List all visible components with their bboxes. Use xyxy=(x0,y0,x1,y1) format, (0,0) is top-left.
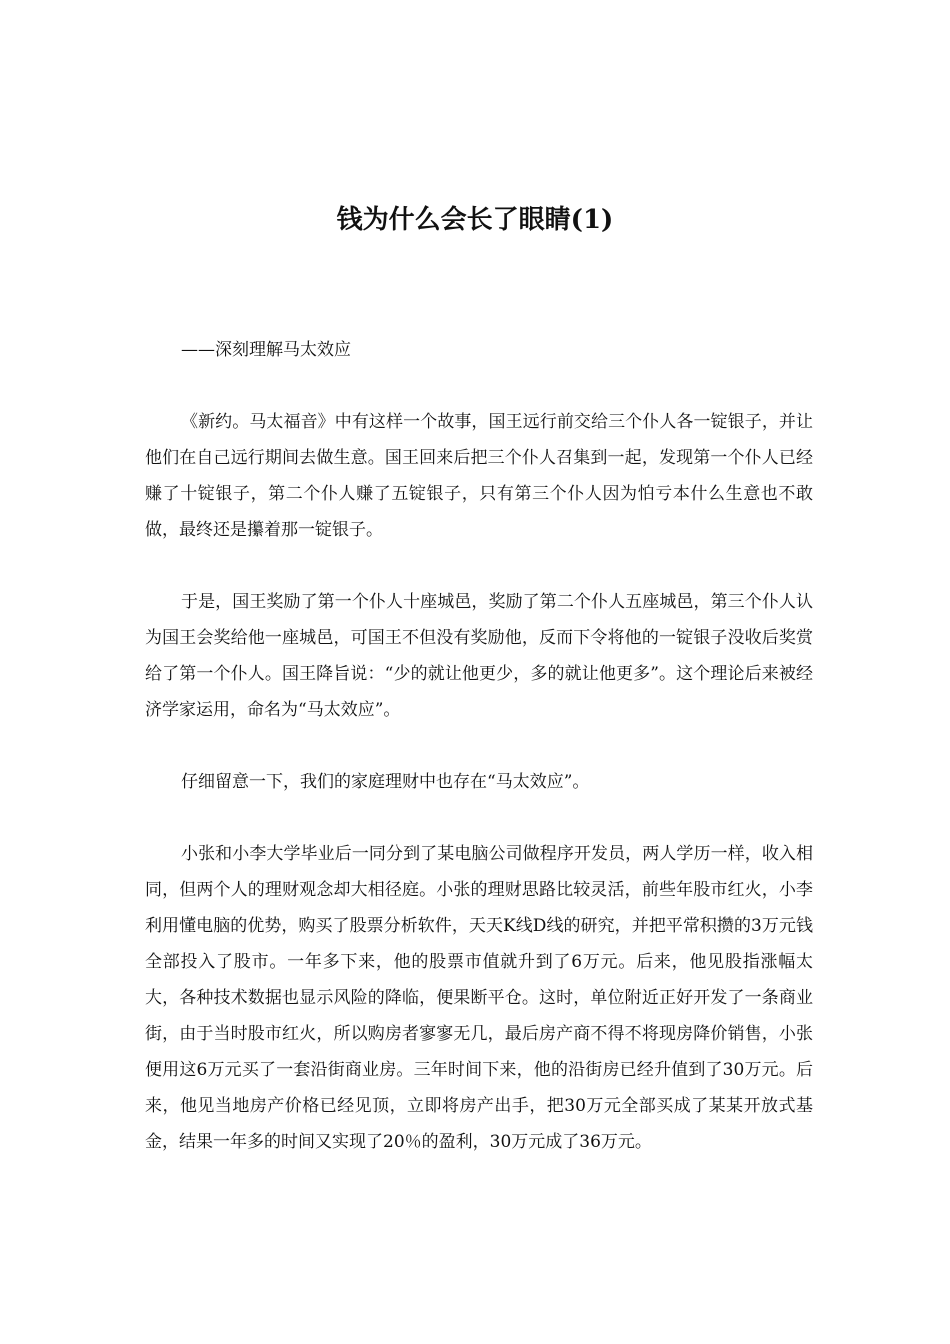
body-paragraph: 于是，国王奖励了第一个仆人十座城邑，奖励了第二个仆人五座城邑，第三个仆人认为国王会奖给他一座城邑，可国王不但没有奖励他，反而下令将他的一锭银子没收后奖赏给了第一个仆人。国王降旨说：“少的就让他更少，多的就让他更多”。这个理论后来被经济学家运用，命名为“马太效应”。 xyxy=(145,592,813,720)
body-paragraph: 小张和小李大学毕业后一同分到了某电脑公司做程序开发员，两人学历一样，收入相同，但两个人的理财观念却大相径庭。小张的理财思路比较灵活，前些年股市红火，小李利用懂电脑的优势，购买了股票分析软件，天天K线D线的研究，并把平常积攒的3万元钱全部投入了股市。一年多下来，他的股票市值就升到了6万元。后来，他见股指涨幅太大，各种技术数据也显示风险的降临，便果断平仓。这时，单位附近正好开发了一条商业街，由于当时股市红火，所以购房者寥寥无几，最后房产商不得不将现房降价销售，小张便用这6万元买了一套沿街商业房。三年时间下来，他的沿街房已经升值到了30万元。后来，他见当地房产价格已经见顶，立即将房产出手，把30万元全部买成了某某开放式基金，结果一年多的时间又实现了20％的盈利，30万元成了36万元。 xyxy=(145,844,813,1152)
document-title: 钱为什么会长了眼睛(1) xyxy=(336,205,614,235)
subtitle-paragraph: ——深刻理解马太效应 xyxy=(181,340,351,360)
body-paragraph: 仔细留意一下，我们的家庭理财中也存在“马太效应”。 xyxy=(181,772,590,792)
body-paragraph: 《新约。马太福音》中有这样一个故事，国王远行前交给三个仆人各一锭银子，并让他们在自己远行期间去做生意。国王回来后把三个仆人召集到一起，发现第一个仆人已经赚了十锭银子，第二个仆人赚了五锭银子，只有第三个仆人因为怕亏本什么生意也不敢做，最终还是攥着那一锭银子。 xyxy=(145,412,813,540)
